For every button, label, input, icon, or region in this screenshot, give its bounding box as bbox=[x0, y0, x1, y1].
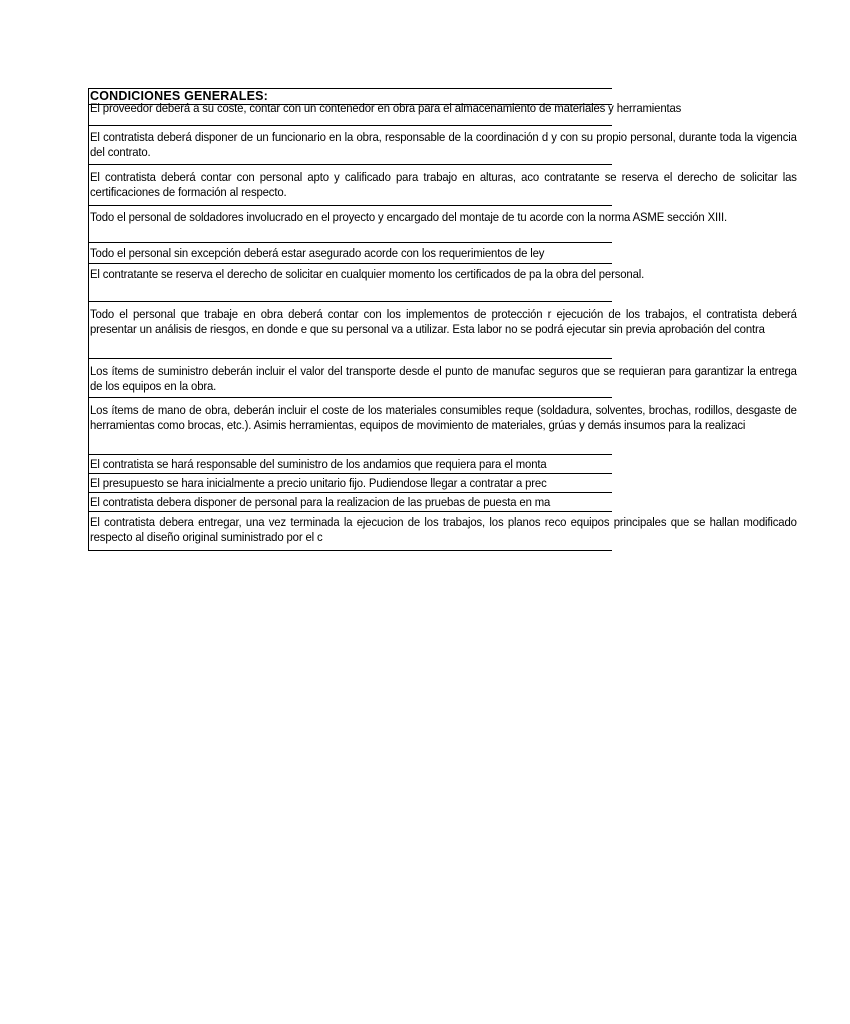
table-row bbox=[89, 302, 797, 359]
row-text: Todo el personal de soldadores involucrado en el proyecto y encargado del montaje de tu acorde con la norma ASME sección XIII. bbox=[90, 210, 728, 224]
row-text: El presupuesto se hara inicialmente a precio unitario fijo. Pudiendose llegar a contratar a prec bbox=[90, 476, 547, 490]
table-header: CONDICIONES GENERALES: bbox=[90, 89, 269, 103]
table-row bbox=[89, 512, 797, 551]
row-text: Los ítems de suministro deberán incluir el valor del transporte desde el punto de manufac seguros que se requieran para garantizar la entrega de los equipos en la obra. bbox=[90, 364, 797, 393]
row-text: Los ítems de mano de obra, deberán incluir el coste de los materiales consumibles reque (soldadura, solventes, brochas, rodillos, desgaste de herramientas como brocas, etc.). Asimis herramientas, equipos de movimiento de materiales, grúas y demás insumos para la realizaci bbox=[90, 403, 797, 432]
row-text: El contratista debera disponer de personal para la realizacion de las pruebas de puesta en ma bbox=[90, 495, 551, 509]
row-text: El contratante se reserva el derecho de solicitar en cualquier momento los certificados de pa la obra del personal. bbox=[90, 267, 645, 281]
table-row bbox=[89, 264, 645, 302]
row-text: El contratista deberá contar con personal apto y calificado para trabajo en alturas, aco contratante se reserva el derecho de solicitar las certificaciones de formación al respecto. bbox=[90, 170, 797, 199]
row-text: El contratista se hará responsable del suministro de los andamios que requiera para el monta bbox=[90, 457, 547, 471]
table-row bbox=[89, 474, 612, 493]
table-row bbox=[89, 493, 612, 512]
table-row bbox=[89, 455, 612, 474]
row-text: Todo el personal sin excepción deberá estar asegurado acorde con los requerimientos de ley bbox=[90, 246, 545, 260]
table-row bbox=[89, 165, 797, 206]
row-text: El proveedor deberá a su coste, contar con un contenedor en obra para el almacenamiento de materiales y herramientas bbox=[90, 101, 682, 115]
table-row bbox=[89, 359, 797, 398]
table-row bbox=[89, 101, 682, 126]
table-row bbox=[89, 206, 728, 243]
table-row bbox=[89, 126, 797, 165]
row-text: Todo el personal que trabaje en obra deberá contar con los implementos de protección r ejecución de los trabajos, el contratista deberá presentar un análisis de riesgos, en donde e que su personal va a utilizar. Esta labor no se podrá ejecutar sin previa aprobación del contra bbox=[90, 307, 797, 336]
row-text: El contratista deberá disponer de un funcionario en la obra, responsable de la coordinación d y con su propio personal, durante toda la vigencia del contrato. bbox=[90, 130, 797, 159]
table-row bbox=[89, 398, 797, 455]
table-row bbox=[89, 243, 612, 264]
conditions-table bbox=[88, 88, 797, 551]
row-text: El contratista debera entregar, una vez terminada la ejecucion de los trabajos, los planos reco equipos principales que se hallan modificado respecto al diseño original suministrado por el c bbox=[90, 515, 797, 544]
